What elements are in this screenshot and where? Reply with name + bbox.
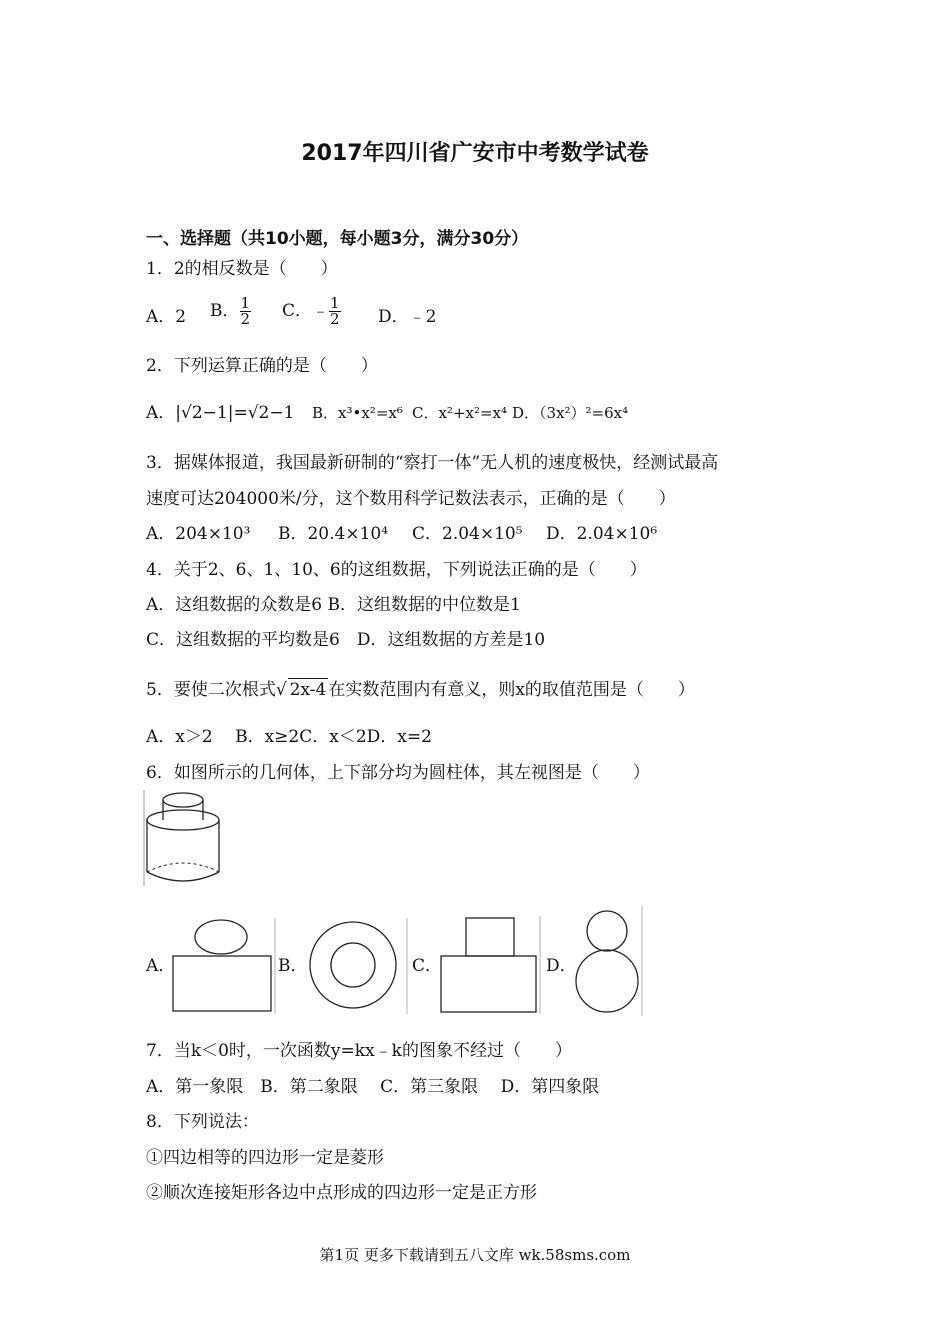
q2-option-a — [146, 402, 294, 424]
q6-option-b-figure — [304, 918, 408, 1014]
q5-stem-post: 在实数范围内有意义，则x的取值范围是（ ） — [328, 680, 695, 700]
q2-option-a-abs: |√2−1| — [175, 403, 234, 423]
q6-solid-figure — [140, 790, 230, 890]
q1-option-c-fraction — [329, 296, 341, 327]
q2-option-a-label: A． — [146, 403, 176, 423]
q1-option-b — [210, 296, 251, 327]
q1-option-c — [282, 296, 341, 327]
q3-option-b: B．20.4×10⁴ — [278, 524, 389, 544]
question-5-stem: 5．要使二次根式√ 2x-4 在实数范围内有意义，则x的取值范围是（ ） — [146, 680, 695, 700]
question-4-stem: 4．关于2、6、1、10、6的这组数据，下列说法正确的是（ ） — [146, 560, 647, 580]
q6-option-c-label: C． — [412, 956, 443, 976]
figure-border — [143, 790, 145, 886]
q6-option-d-figure — [572, 906, 648, 1016]
q1-option-a: A．2 — [146, 307, 187, 327]
q2-option-a-eq: =√2−1 — [233, 403, 295, 423]
question-3-stem-line1: 3．据媒体报道，我国最新研制的“察打一体”无人机的速度极快，经测试最高 — [146, 453, 719, 473]
q3-option-d: D．2.04×10⁶ — [546, 524, 658, 544]
q4-options-cd: C．这组数据的平均数是6 D．这组数据的方差是10 — [146, 630, 546, 650]
q1-c-numerator: 1 — [330, 294, 340, 312]
q8-item-2: ②顺次连接矩形各边中点形成的四边形一定是正方形 — [146, 1183, 537, 1203]
bottom-cylinder-top — [147, 810, 219, 830]
question-8-stem: 8．下列说法： — [146, 1112, 259, 1132]
question-7-stem: 7．当k＜0时，一次函数y=kx﹣k的图象不经过（ ） — [146, 1041, 572, 1061]
question-3-stem-line2: 速度可达204000米/分，这个数用科学记数法表示，正确的是（ ） — [146, 489, 676, 509]
q7-options: A．第一象限 B．第二象限 C．第三象限 D．第四象限 — [146, 1077, 600, 1097]
page-title: 2017年四川省广安市中考数学试卷 — [301, 141, 649, 166]
q3-option-c: C．2.04×10⁵ — [412, 524, 523, 544]
q5-stem-pre: 5．要使二次根式 — [146, 680, 276, 700]
page-footer: 第1页 更多下载请到五八文库 wk.58sms.com — [319, 1246, 631, 1264]
question-1-stem: 1．2的相反数是（ ） — [146, 259, 338, 279]
q6-option-a-figure — [172, 918, 276, 1014]
question-2-stem: 2．下列运算正确的是（ ） — [146, 356, 378, 376]
q5-options: A．x＞2 B．x≥2C．x＜2D．x=2 — [146, 727, 432, 747]
q5-radicand: 2x-4 — [289, 680, 327, 700]
q6-option-a-label: A． — [146, 956, 176, 976]
q6-option-d-label: D． — [546, 956, 577, 976]
q1-option-c-label: C．﹣ — [282, 301, 330, 321]
q3-option-a: A．204×10³ — [146, 524, 251, 544]
q8-item-1: ①四边相等的四边形一定是菱形 — [146, 1148, 384, 1168]
q1-c-denominator: 2 — [330, 310, 340, 328]
q2-option-b: B．x³•x²=x⁶ — [312, 404, 403, 422]
section-heading: 一、选择题（共10小题，每小题3分，满分30分） — [146, 229, 529, 249]
q1-option-b-fraction — [240, 296, 252, 327]
q1-b-denominator: 2 — [240, 310, 251, 328]
q6-option-c-figure — [438, 916, 542, 1014]
q1-b-numerator: 1 — [240, 294, 251, 312]
q2-option-c: C．x²+x²=x⁴ — [412, 404, 508, 422]
q1-option-b-label: B． — [210, 301, 240, 321]
question-6-stem: 6．如图所示的几何体，上下部分均为圆柱体，其左视图是（ ） — [146, 763, 650, 783]
q2-option-d: D．（3x²）²=6x⁴ — [512, 404, 629, 422]
top-cylinder-top — [163, 793, 203, 807]
q4-options-ab: A．这组数据的众数是6 B．这组数据的中位数是1 — [146, 595, 521, 615]
q6-option-b-label: B． — [278, 956, 308, 976]
q1-option-d: D．﹣2 — [378, 307, 437, 327]
